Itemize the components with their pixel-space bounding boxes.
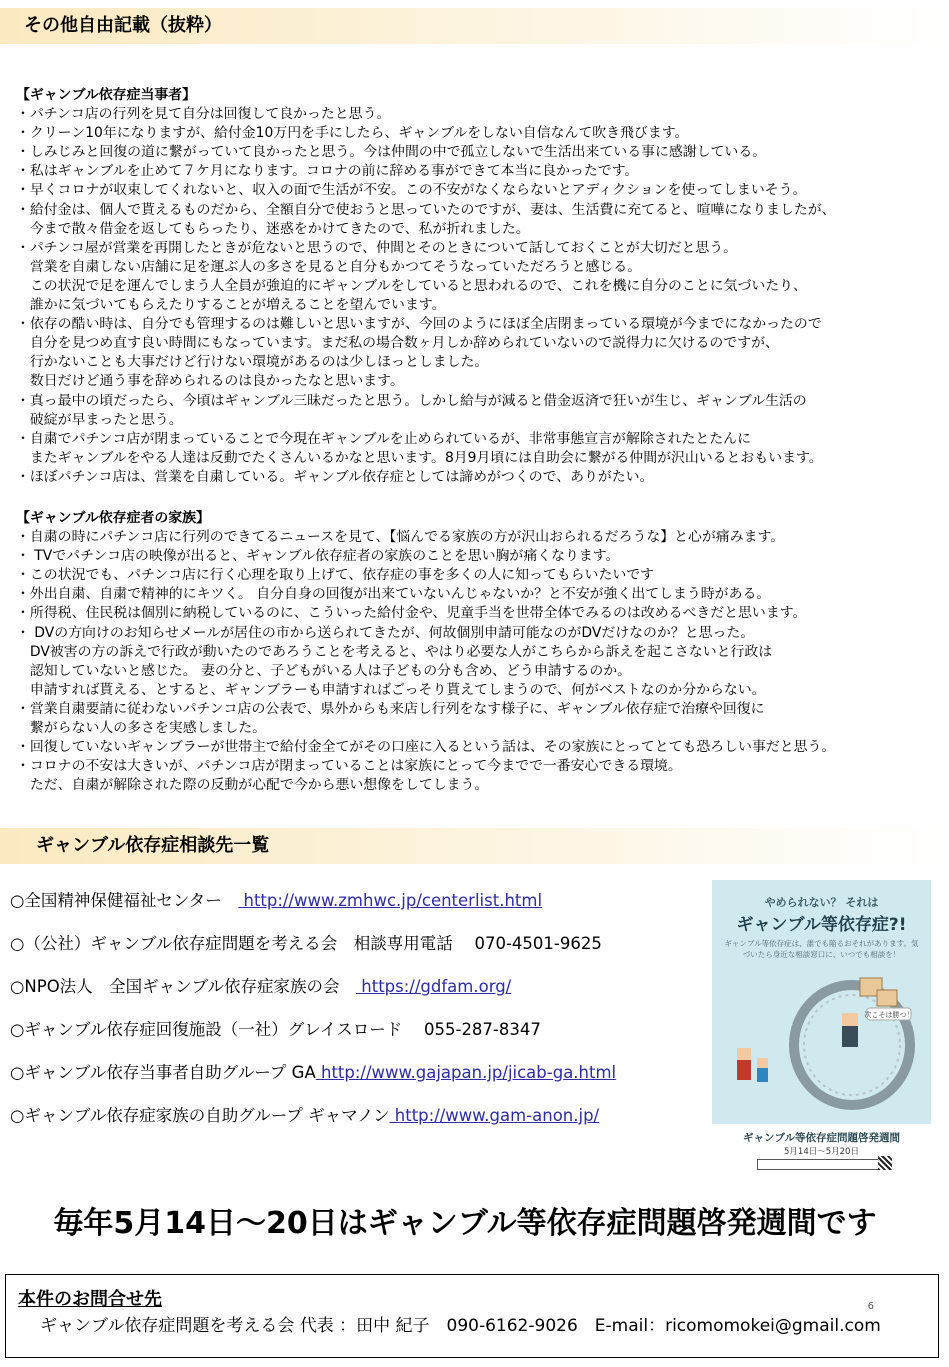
comment-line: ・この状況でも、パチンコ店に行く心理を取り上げて、依存症の事を多くの人に知ってもらいたいです (16, 567, 655, 584)
person-icon (842, 1025, 858, 1047)
contact-item (10, 889, 700, 932)
contact-label: ○ギャンブル依存当事者自助グループ GA (10, 1063, 316, 1082)
contact-item (10, 1061, 700, 1104)
section-family (16, 509, 949, 795)
poster-question: やめられない？ それは (764, 896, 879, 909)
contact-label: ○全国精神保健福祉センター (10, 891, 239, 910)
hamster-wheel-illustration (712, 880, 931, 1124)
comment-line: ・自粛でパチンコ店が閉まっていることで今現在ギャンブルを止められているが、非常事態宣言が解除されたとたんに (16, 430, 751, 447)
comment-line: ・コロナの不安は大きいが、パチンコ店が閉まっていることは家族にとって今までで一番安心できる環境。 (16, 758, 682, 775)
inquiry-contact: ギャンブル依存症問題を考える会 代表 ：田中 紀子 090-6162-9026 E-mail：ricomomokei@gmail.com (40, 1316, 881, 1336)
comment-line: 営業を自粛しない店舗に足を運ぶ人の多さを見ると自分もかつてそうなっていただろうと感じる。 (16, 258, 642, 275)
comment-line: ・営業自粛要請に従わないパチンコ店の公表で、県外からも来店し行列をなす様子に、ギャンブル依存症で治療や回復に (16, 700, 765, 717)
contact-label: ○ギャンブル依存症家族の自助グループ ギャマノン (10, 1106, 390, 1125)
comment-line: ・ TVでパチンコ店の映像が出ると、ギャンブル依存症者の家族のことを思い胸が痛くなります。 (16, 548, 620, 565)
comment-line: ・ DVの方向けのお知らせメールが居住の市から送られてきたが、何故個別申請可能なのがDVだけなのか？と思った。 (16, 624, 755, 641)
contact-item (10, 975, 700, 1018)
comment-line: ・回復していないギャンブラーが世帯主で給付金全てがその口座に入るという話は、その家族にとってとても恐ろしい事だと思う。 (16, 739, 836, 756)
awareness-slogan: 毎年5月14日～20日はギャンブル等依存症問題啓発週間です (53, 1206, 877, 1241)
contact-link[interactable]: http://www.gam-anon.jp/ (389, 1106, 600, 1125)
comment-line: ・クリーン10年になりますが、給付金10万円を手にしたら、ギャンブルをしない自信なんて吹き飛びます。 (16, 125, 689, 142)
section-title: その他自由記載（抜粋） (24, 15, 222, 36)
contact-link[interactable]: http://www.gajapan.jp/jicab-ga.html (315, 1063, 617, 1082)
comment-line: 認知していないと感じた。 妻の分と、子どもがいる人は子どもの分も含め、どう申請するのか。 (16, 662, 632, 679)
qr-code-icon (878, 1156, 892, 1170)
contact-list (10, 889, 700, 1147)
comment-line: ・私はギャンブルを止めて７ケ月になります。コロナの前に辞める事ができて本当に良かったです。 (16, 163, 639, 180)
comment-line: ・依存の酷い時は、自分でも管理するのは難しいと思いますが、今回のようにほぼ全店閉まっている環境が今までになかったので (16, 316, 822, 333)
contact-label: ○NPO法人 全国ギャンブル依存症家族の会 (10, 977, 357, 996)
poster-search-bar (757, 1159, 879, 1170)
group-heading: 【ギャンブル依存症者の家族】 (16, 510, 210, 526)
family-icon (737, 1060, 751, 1080)
contact-item (10, 1018, 700, 1061)
comment-list (16, 105, 949, 487)
poster-illustration (712, 880, 931, 1124)
poster-subtitle: ギャンブル等依存症は、誰でも陥るおそれがあります。気づいたら身近な相談窓口に、いつでも相談を！ (724, 939, 919, 959)
comment-line: ・ほぼパチンコ店は、営業を自粛している。ギャンブル依存症としては諦めがつくので、ありがたい。 (16, 468, 654, 485)
comment-line: ・給付金は、個人で貰えるものだから、全額自分で使おうと思っていたのですが、妻は、生活費に充てると、喧嘩になりましたが、 (16, 201, 836, 218)
comment-line: ・真っ最中の頃だったら、今頃はギャンブル三昧だったと思う。しかし給与が減ると借金返済で狂いが生じ、ギャンブル生活の (16, 392, 807, 409)
comment-line: ・外出自粛、自粛で精神的にキツく。 自分自身の回復が出来ていないんじゃないか？と不安が強く出てしまう時がある。 (16, 586, 771, 603)
comment-line: 行かないことも大事だけど行けない環境があるのは少しほっとしました。 (16, 354, 489, 371)
section-title: ギャンブル依存症相談先一覧 (36, 835, 270, 856)
section-banner-free-comments (0, 8, 940, 44)
comment-line: 繋がらない人の多さを実感しました。 (16, 720, 267, 737)
comment-line: ・所得税、住民税は個別に納税しているのに、こういった給付金や、児童手当を世帯全体でみるのは改めるべきだと思います。 (16, 605, 807, 622)
section-gamblers (16, 86, 949, 487)
contact-label: ○ギャンブル依存症回復施設（一社）グレイスロード 055-287-8347 (10, 1020, 541, 1039)
contact-label: ○（公社）ギャンブル依存症問題を考える会 相談専用電話 070-4501-9625 (10, 934, 602, 953)
comment-list (16, 528, 949, 795)
comment-line: ・しみじみと回復の道に繋がっていて良かったと思う。今は仲間の中で孤立しないで生活出来ている事に感謝している。 (16, 144, 767, 161)
page-number: 6 (867, 1301, 874, 1312)
comment-line: 自分を見つめ直す良い時間にもなっています。まだ私の場合数ヶ月しか辞められていないので説得力に欠けるのですが、 (16, 335, 779, 352)
comment-line: ・早くコロナが収束してくれないと、収入の面で生活が不安。この不安がなくならないとアディクションを使ってしまいそう。 (16, 182, 807, 199)
comment-line: 誰かに気づいてもらえたりすることが増えることを望んでいます。 (16, 297, 446, 314)
inquiry-title: 本件のお問合せ先 (18, 1289, 162, 1310)
contact-item (10, 1104, 700, 1147)
comment-line: DV被害の方の訴えで行政が動いたのであろうことを考えると、やはり必要な人がこちらから訴えを起こさないと行政は (16, 643, 773, 660)
comment-line: 破綻が早まったと思う。 (16, 411, 183, 428)
section-banner-consultation (0, 828, 940, 864)
poster-bubble: 次こそは勝つ！ (864, 1011, 914, 1019)
comment-line: またギャンブルをやる人達は反動でたくさんいるかなと思います。8月9月頃には自助会に繋がる仲間が沢山いるとおもいます。 (16, 449, 823, 466)
contact-item (10, 932, 700, 975)
comment-line: 申請すれば貰える、とすると、ギャンブラーも申請すればごっそり貰えてしまうので、何がベストなのか分からない。 (16, 681, 766, 698)
comment-line: ただ、自粛が解除された際の反動が心配で今から悪い想像をしてしまう。 (16, 777, 489, 794)
comment-line: この状況で足を運んでしまう人全員が強迫的にギャンブルをしていると思われるので、これを機に自分のことに気づいたり、 (16, 277, 807, 294)
comment-line: ・パチンコ屋が営業を再開したときが危ないと思うので、仲間とそのときについて話しておくことが大切だと思う。 (16, 239, 738, 256)
contact-link[interactable]: https://gdfam.org/ (356, 977, 512, 996)
comment-line: 今まで散々借金を返してもらったり、迷惑をかけてきたので、私が折れました。 (16, 220, 530, 237)
comment-line: ・自粛の時にパチンコ店に行列のできてるニュースを見て、【悩んでる家族の方が沢山おられるだろうな】と心が痛みます。 (16, 529, 785, 546)
comment-line: ・パチンコ店の行列を見て自分は回復して良かったと思う。 (16, 106, 391, 123)
contact-link[interactable]: http://www.zmhwc.jp/centerlist.html (238, 891, 543, 910)
comment-line: 数日だけど通う事を辞められるのは良かったなと思います。 (16, 373, 404, 390)
poster-title: ギャンブル等依存症?! (736, 915, 907, 935)
group-heading: 【ギャンブル依存症当事者】 (16, 87, 197, 103)
inquiry-box (5, 1274, 939, 1358)
awareness-poster (712, 880, 931, 1177)
poster-week-title: ギャンブル等依存症問題啓発週間 (742, 1132, 901, 1144)
poster-dates: 5月14日～5月20日 (784, 1147, 859, 1157)
